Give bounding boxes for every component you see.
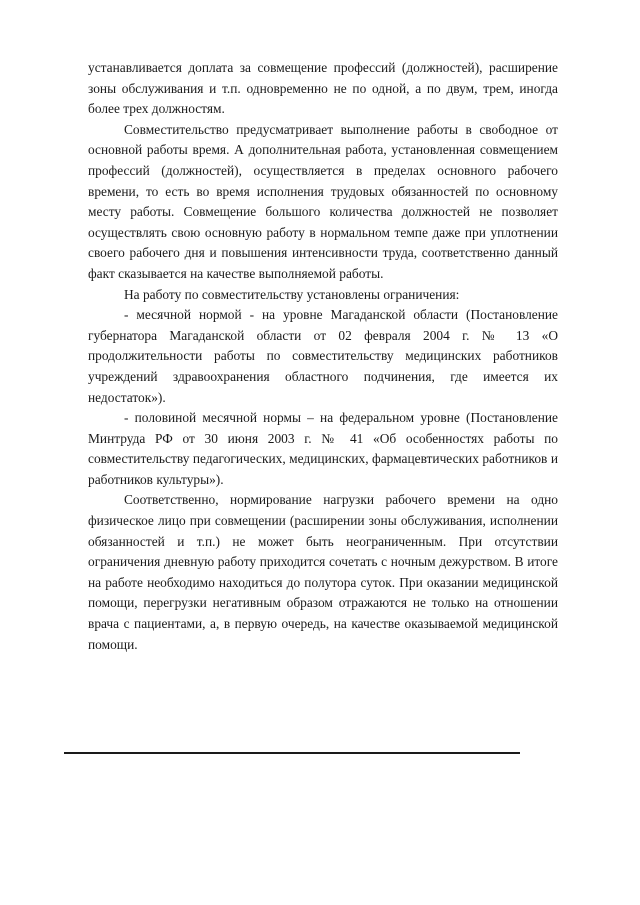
document-body (88, 58, 558, 655)
footnote-separator-line (64, 752, 520, 754)
paragraph-combination-of-positions: Совместительство предусматривает выполнение работы в свободное от основной работы время. А дополнительная работа, установленная совмещением профессий (должностей), осуществляется в пределах основного рабочего времени, то есть во время исполнения трудовых обязанностей по основному месту работы. Совмещение большого количества должностей не позволяет осуществлять свою основную работу в нормальном темпе даже при уплотнении своего рабочего дня и повышения интенсивности труда, соответственно данный факт сказывается на качестве выполняемой работы. (88, 121, 558, 281)
paragraph-continuation: устанавливается доплата за совмещение профессий (должностей), расширение зоны обслуживания и т.п. одновременно не по одной, а по двум, трем, иногда более трех должностям. (88, 60, 558, 117)
paragraph-restrictions-intro: На работу по совместительству установлены ограничения: (124, 286, 460, 302)
paragraph-conclusion: Соответственно, нормирование нагрузки рабочего времени на одно физическое лицо при совмещении (расширении зоны обслуживания, исполнении обязанностей и т.п.) не может быть неограниченным. При отсутствии ограничения дневную работу приходится сочетать с ночным дежурством. В итоге на работе необходимо находиться до полутора суток. При оказании медицинской помощи, перегрузки негативным образом отражаются не только на отношении врача с пациентами, а, в первую очередь, на качестве оказываемой медицинской помощи. (88, 492, 558, 652)
paragraph-federal-restriction: - половиной месячной нормы – на федеральном уровне (Постановление Минтруда РФ от 30 июня 2003 г. № 41 «Об особенностях работы по совместительству педагогических, медицинских, фармацевтических работников и работников культуры»). (88, 410, 558, 487)
paragraph-regional-restriction: - месячной нормой - на уровне Магаданской области (Постановление губернатора Магаданской области от 02 февраля 2004 г. № 13 «О продолжительности работы по совместительству медицинских работников учреждений здравоохранения областного подчинения, где имеется их недостаток»). (88, 307, 558, 405)
